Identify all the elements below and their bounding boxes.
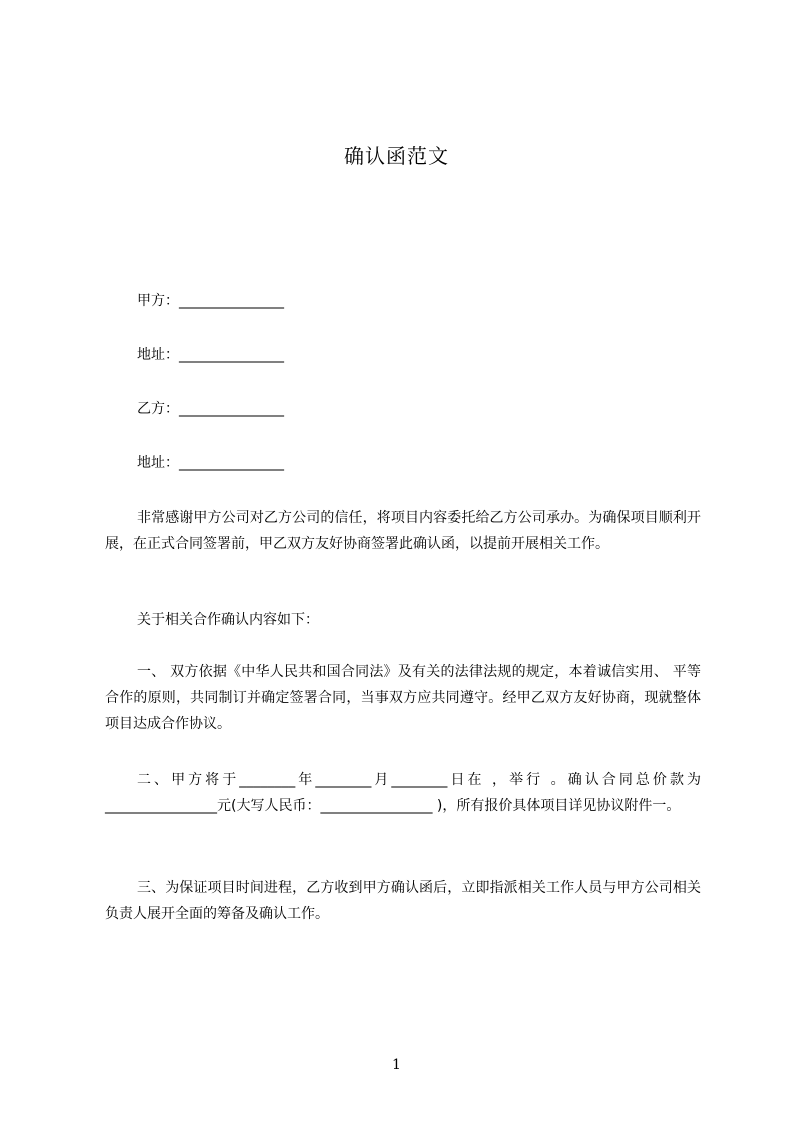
party-b-address-field: 地址：_______________	[137, 455, 284, 471]
clause-1-paragraph: 一、 双方依据《中华人民共和国合同法》及有关的法律法规的规定，本着诚信实用、 平等合作的原则，共同制订并确定签署合同，当事双方应共同遵守。经甲乙双方友好协商，现就整体项目达成合作协议。	[105, 664, 701, 732]
clause-2-paragraph: 二、甲方将于________年________月________日在 ，举行 。确认合同总价款为________________元(大写人民币：________________ )，所有报价具体项目详见协议附件一。	[105, 772, 701, 814]
clause-3-paragraph: 三、为保证项目时间进程，乙方收到甲方确认函后，立即指派相关工作人员与甲方公司相关负责人展开全面的筹备及确认工作。	[105, 880, 701, 922]
page-number: 1	[392, 1057, 401, 1073]
party-b-field: 乙方：_______________	[137, 401, 284, 417]
document-title: 确认函范文	[344, 144, 449, 168]
party-a-address-field: 地址：_______________	[137, 347, 284, 363]
confirm-heading: 关于相关合作确认内容如下：	[137, 612, 319, 628]
intro-paragraph: 非常感谢甲方公司对乙方公司的信任，将项目内容委托给乙方公司承办。为确保项目顺利开展，在正式合同签署前，甲乙双方友好协商签署此确认函，以提前开展相关工作。	[105, 510, 701, 552]
party-a-field: 甲方：_______________	[137, 293, 284, 309]
